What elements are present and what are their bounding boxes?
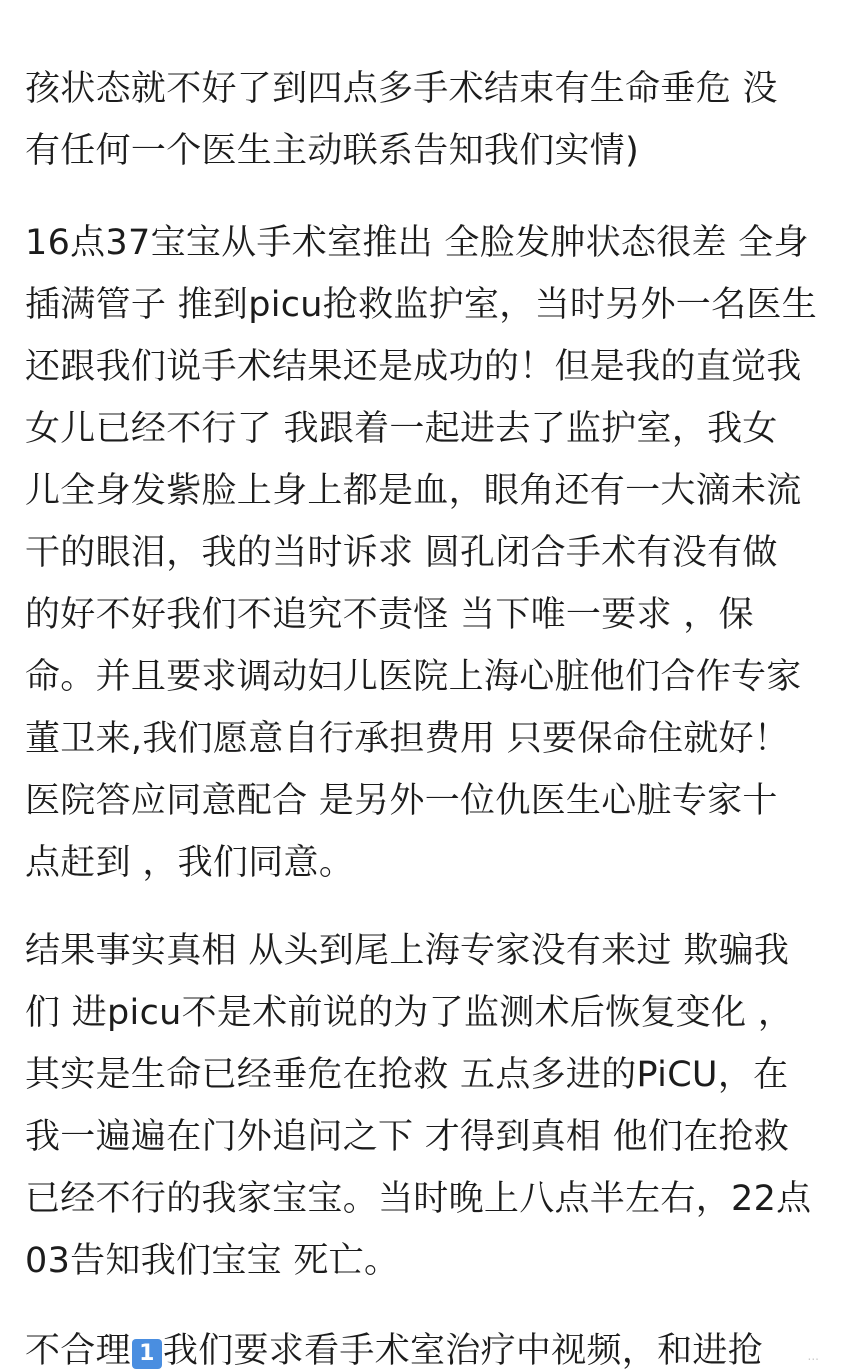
text-line: 其实是生命已经垂危在抢救 五点多进的PiCU，在 [25,1055,789,1095]
text-line: 03告知我们宝宝 死亡。 [25,1241,400,1281]
watermark: ... [807,1349,819,1363]
keycap-one-icon: 1 [132,1339,162,1369]
text-line [25,1320,763,1369]
text-line: 还跟我们说手术结果还是成功的！但是我的直觉我 [25,347,802,387]
text-line: 已经不行的我家宝宝。当时晚上八点半左右，22点 [25,1179,812,1219]
line-suffix: 我们要求看手术室治疗中视频，和进抢 [162,1331,764,1369]
paragraph-2 [25,212,817,894]
text-line: 16点37宝宝从手术室推出 全脸发肿状态很差 全身 [25,223,809,263]
text-line: 插满管子 推到picu抢救监护室，当时另外一名医生 [25,285,817,325]
text-line: 女儿已经不行了 我跟着一起进去了监护室，我女 [25,409,778,449]
line-prefix: 不合理 [25,1331,131,1369]
text-line: 孩状态就不好了到四点多手术结束有生命垂危 没 [25,69,778,109]
text-line: 有任何一个医生主动联系告知我们实情) [25,131,640,171]
text-line: 我一遍遍在门外追问之下 才得到真相 他们在抢救 [25,1117,790,1157]
paragraph-1 [25,58,778,182]
text-line: 干的眼泪，我的当时诉求 圆孔闭合手术有没有做 [25,533,778,573]
text-line: 点赶到 ，我们同意。 [25,843,355,883]
text-line: 医院答应同意配合 是另外一位仇医生心脏专家十 [25,781,778,821]
text-line: 命。并且要求调动妇儿医院上海心脏他们合作专家 [25,657,802,697]
text-line: 们 进picu不是术前说的为了监测术后恢复变化 ， [25,993,794,1033]
text-line: 的好不好我们不追究不责怪 当下唯一要求 ，保 [25,595,754,635]
text-line: 董卫来,我们愿意自行承担费用 只要保命住就好！ [25,719,790,759]
text-line: 结果事实真相 从头到尾上海专家没有来过 欺骗我 [25,931,790,971]
text-line: 儿全身发紫脸上身上都是血，眼角还有一大滴未流 [25,471,802,511]
paragraph-4 [25,1320,763,1369]
paragraph-3 [25,920,811,1292]
